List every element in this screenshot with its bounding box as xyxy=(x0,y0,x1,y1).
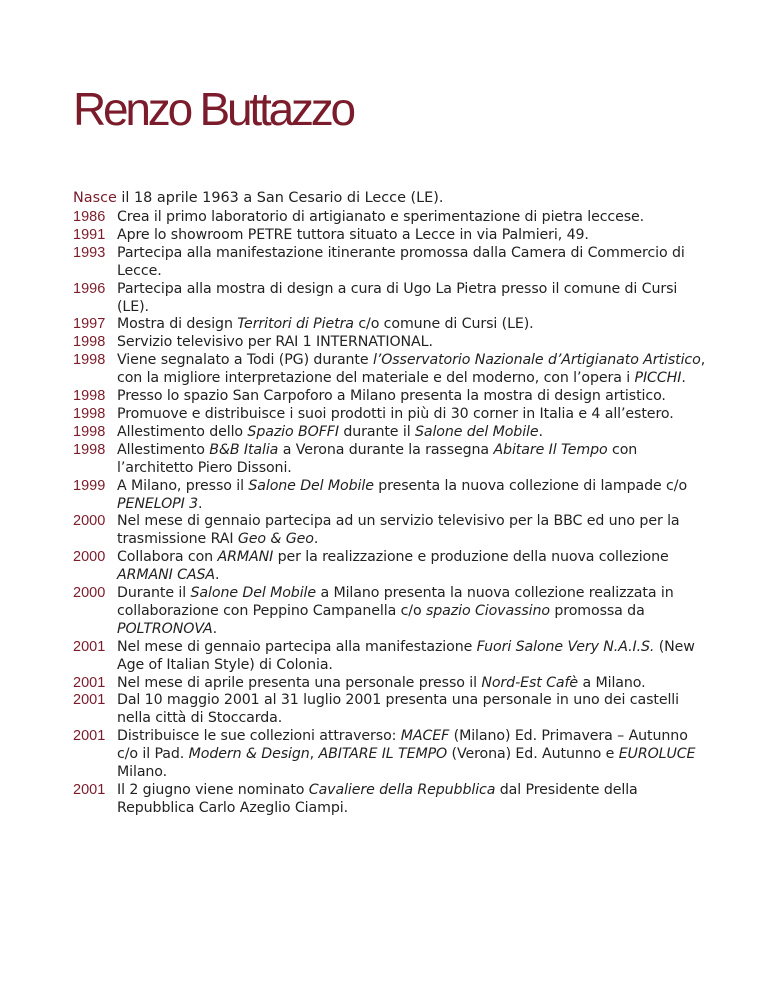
entry-text-part: a Milano presenta la nuova collezione realizzata in collaborazione con Peppino Campanella c/o xyxy=(117,585,674,619)
entry-text-part: A Milano, presso il xyxy=(117,477,249,494)
timeline-list xyxy=(73,209,713,818)
timeline-entry xyxy=(73,442,713,478)
entry-text-part: Apre lo showroom PETRE tuttora situato a Lecce in via Palmieri, 49. xyxy=(117,226,589,243)
entry-text xyxy=(117,352,713,388)
entry-text-part: Partecipa alla mostra di design a cura di Ugo La Pietra presso il comune di Cursi (LE). xyxy=(117,280,678,315)
entry-text-italic: EUROLUCE xyxy=(618,746,696,763)
timeline-entry xyxy=(73,728,713,782)
entry-text-part: Distribuisce le sue collezioni attraverso: xyxy=(117,728,401,745)
entry-year: 1998 xyxy=(73,441,106,458)
entry-text-italic: Salone Del Mobile xyxy=(190,585,317,602)
entry-text xyxy=(117,388,713,406)
entry-year: 1999 xyxy=(73,477,106,494)
entry-text xyxy=(117,245,713,281)
entry-text-part: per la realizzazione e produzione della nuova collezione xyxy=(273,549,669,566)
entry-year: 2001 xyxy=(73,782,106,798)
entry-text-part: promossa da xyxy=(549,602,645,619)
entry-text-italic: Territori di Pietra xyxy=(237,316,354,333)
entry-text-part: Dal 10 maggio 2001 al 31 luglio 2001 presenta una personale in uno dei castelli nella città di Stoccarda. xyxy=(117,692,679,727)
entry-text xyxy=(117,675,713,693)
entry-text-part: Servizio televisivo per RAI 1 INTERNATIONAL. xyxy=(117,334,433,351)
entry-text xyxy=(117,585,713,639)
entry-year: 2001 xyxy=(73,638,106,655)
entry-text-part: (Milano) Ed. Primavera – Autunno c/o il Pad. xyxy=(117,728,688,763)
entry-text xyxy=(117,728,713,782)
entry-year: 1993 xyxy=(73,244,106,261)
timeline-entry xyxy=(73,478,713,514)
entry-text-italic: Salone Del Mobile xyxy=(248,477,374,494)
timeline-entry xyxy=(73,549,713,585)
timeline-entry xyxy=(73,245,713,281)
entry-text-part: , con la migliore interpretazione del materiale e del moderno, con l’opera i xyxy=(117,352,706,387)
timeline-entry xyxy=(73,406,713,424)
entry-text xyxy=(117,209,713,227)
entry-year: 1997 xyxy=(73,316,106,333)
entry-text-part: dal Presidente della Repubblica Carlo Azeglio Ciampi. xyxy=(117,782,638,816)
timeline-entry xyxy=(73,352,713,388)
entry-text-part: Collabora con xyxy=(117,549,218,566)
entry-text-part: Mostra di design xyxy=(117,316,238,333)
entry-text-part: Promuove e distribuisce i suoi prodotti in più di 30 corner in Italia e 4 all’estero. xyxy=(117,405,674,422)
entry-text-italic: B&B Italia xyxy=(209,441,279,458)
entry-year: 1996 xyxy=(73,280,106,297)
entry-text xyxy=(117,639,713,675)
entry-year: 1986 xyxy=(73,209,106,225)
entry-text-part: . xyxy=(212,620,218,637)
entry-text-part: . xyxy=(198,495,203,512)
timeline-entry xyxy=(73,782,713,818)
entry-text-part: . xyxy=(215,567,220,584)
entry-text xyxy=(117,442,713,478)
entry-text-part: c/o comune di Cursi (LE). xyxy=(353,316,534,333)
entry-year: 1998 xyxy=(73,388,106,405)
entry-text xyxy=(117,549,713,585)
timeline-entry xyxy=(73,227,713,245)
entry-text xyxy=(117,782,713,818)
entry-year: 2000 xyxy=(73,513,106,530)
entry-text-italic: MACEF xyxy=(400,728,450,745)
entry-text xyxy=(117,334,713,352)
entry-text-italic: Nord-Est Cafè xyxy=(481,674,579,691)
entry-year: 2001 xyxy=(73,728,106,745)
entry-text-part: a Milano. xyxy=(578,674,646,691)
entry-year: 1998 xyxy=(73,334,106,351)
timeline-entry xyxy=(73,513,713,549)
entry-text xyxy=(117,406,713,424)
entry-text-part: Il 2 giugno viene nominato xyxy=(117,782,309,798)
timeline-entry xyxy=(73,639,713,675)
entry-text-part: . xyxy=(681,370,686,387)
timeline-entry xyxy=(73,316,713,334)
entry-year: 2001 xyxy=(73,692,106,709)
entry-text-part: Crea il primo laboratorio di artigianato e sperimentazione di pietra leccese. xyxy=(117,209,645,225)
entry-text-part: . xyxy=(538,423,543,440)
entry-text-italic: ARMANI xyxy=(217,549,274,566)
entry-text-part: Nel mese di gennaio partecipa ad un servizio televisivo per la BBC ed uno per la trasmissione RAI xyxy=(117,513,680,548)
entry-text-part: presenta la nuova collezione di lampade c/o xyxy=(373,477,688,494)
entry-text-italic: ARMANI CASA xyxy=(117,567,216,584)
entry-text-part: Partecipa alla manifestazione itinerante promossa dalla Camera di Commercio di Lecce. xyxy=(117,244,685,279)
entry-text-part: Viene segnalato a Todi (PG) durante xyxy=(117,352,373,369)
birth-line xyxy=(73,188,443,208)
timeline-entry xyxy=(73,209,713,227)
entry-text xyxy=(117,478,713,514)
timeline-entry xyxy=(73,692,713,728)
entry-year: 1998 xyxy=(73,423,106,440)
entry-text xyxy=(117,424,713,442)
entry-text xyxy=(117,513,713,549)
timeline-entry xyxy=(73,585,713,639)
entry-text-italic: ABITARE IL TEMPO xyxy=(318,746,448,763)
entry-text-italic: PENELOPI 3 xyxy=(117,495,199,512)
entry-text-part: Presso lo spazio San Carpoforo a Milano presenta la mostra di design artistico. xyxy=(117,388,666,405)
entry-text-italic: Cavaliere della Repubblica xyxy=(308,782,496,798)
timeline-entry xyxy=(73,281,713,317)
entry-text-italic: PICCHI xyxy=(634,370,682,387)
entry-text-part: Nel mese di gennaio partecipa alla manifestazione xyxy=(117,638,477,655)
timeline-entry xyxy=(73,424,713,442)
entry-year: 2000 xyxy=(73,585,106,602)
entry-text-part: . xyxy=(313,531,319,548)
entry-year: 1998 xyxy=(73,405,106,422)
page-title: Renzo Buttazzo xyxy=(73,83,353,135)
birth-keyword: Nasce xyxy=(73,190,117,207)
entry-text-italic: Spazio BOFFI xyxy=(247,423,339,440)
entry-text xyxy=(117,281,713,317)
timeline-entry xyxy=(73,388,713,406)
entry-text-italic: POLTRONOVA xyxy=(117,620,213,637)
entry-text-italic: Abitare Il Tempo xyxy=(493,441,608,458)
entry-text-italic: Salone del Mobile xyxy=(414,423,539,440)
birth-text: il 18 aprile 1963 a San Cesario di Lecce (LE). xyxy=(116,190,444,207)
entry-text-italic: Fuori Salone Very N.A.I.S. xyxy=(476,638,655,655)
entry-text-italic: Geo & Geo xyxy=(237,531,314,548)
timeline-entry xyxy=(73,334,713,352)
entry-text-part: con l’architetto Piero Dissoni. xyxy=(117,441,638,476)
timeline-entry xyxy=(73,675,713,693)
entry-text-part: Allestimento xyxy=(117,441,210,458)
entry-text-part: (New Age of Italian Style) di Colonia. xyxy=(117,638,695,673)
entry-text-italic: Modern & Design xyxy=(188,746,310,763)
entry-year: 2001 xyxy=(73,674,106,691)
entry-text-part: Nel mese di aprile presenta una personale presso il xyxy=(117,674,482,691)
entry-text-italic: l’Osservatorio Nazionale d’Artigianato Artistico xyxy=(372,352,701,369)
entry-text-part: (Verona) Ed. Autunno e xyxy=(447,746,619,763)
entry-text-part: a Verona durante la rassegna xyxy=(278,441,494,458)
entry-year: 2000 xyxy=(73,549,106,566)
entry-text-part: Durante il xyxy=(117,585,191,602)
entry-text xyxy=(117,227,713,245)
entry-text-part: Milano. xyxy=(117,764,168,781)
entry-text-part: durante il xyxy=(338,423,415,440)
entry-text-part: Allestimento dello xyxy=(117,423,248,440)
entry-text xyxy=(117,692,713,728)
entry-year: 1998 xyxy=(73,352,106,369)
entry-text-part: , xyxy=(309,746,319,763)
entry-year: 1991 xyxy=(73,226,106,243)
entry-text xyxy=(117,316,713,334)
entry-text-italic: spazio Ciovassino xyxy=(425,602,550,619)
